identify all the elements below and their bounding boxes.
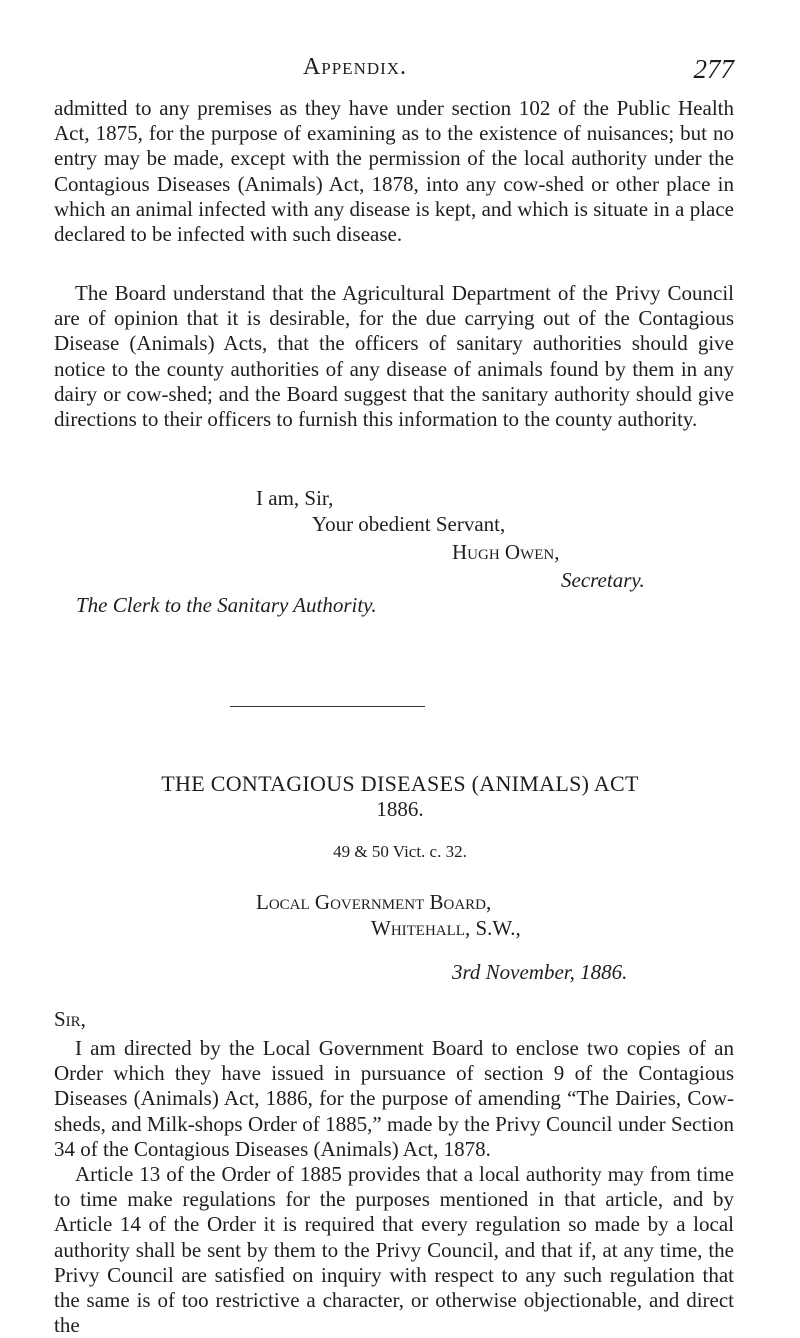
letter2-date: 3rd November, 1886. (452, 960, 628, 984)
letter1-paragraph1-text: admitted to any premises as they have under section 102 of the Public Health Act, 1875, for the purpose of examining as to the existence of nuisances; but no entry may be made, except with the permission of the local authority under the Contagious Diseases (Animals) Act, 1878, into any cow-shed or other place in which an animal infected with any disease is kept, and which is situate in a place declared to be infected with such disease. (54, 96, 734, 247)
letter1-paragraph (54, 281, 734, 432)
letter1-signatory-title: Secretary. (561, 568, 645, 592)
letter1-addressee: The Clerk to the Sanitary Authority. (76, 593, 377, 617)
letter2-sender-address: Whitehall, S.W., (371, 916, 521, 940)
page-number: 277 (693, 54, 734, 84)
letter2-paragraph1-text: I am directed by the Local Government Board to enclose two copies of an Order which they have issued in pursuance of section 9 of the Contagious Diseases (Animals) Act, 1886, for the purpose of amending “The Dairies, Cow-sheds, and Milk-shops Order of 1885,” made by the Privy Council under Section 34 of the Contagious Diseases (Animals) Act, 1878. (54, 1036, 734, 1161)
letter1-closing: I am, Sir, (256, 486, 334, 510)
act-year: 1886. (376, 797, 424, 821)
letter1-paragraph-continued (54, 96, 734, 247)
letter2-salutation: Sir, (54, 1007, 86, 1031)
letter2-paragraph (54, 1162, 734, 1338)
section-divider (230, 706, 425, 707)
letter1-obedient-servant: Your obedient Servant, (312, 512, 506, 536)
running-head: Appendix. (302, 54, 408, 80)
letter1-paragraph2-text: The Board understand that the Agricultural Department of the Privy Council are of opinion that it is desirable, for the due carrying out of the Contagious Disease (Animals) Acts, that the officers of sanitary authorities should give notice to the county authorities of any disease of animals found by them in any dairy or cow-shed; and the Board suggest that the sanitary authority should give directions to their officers to furnish this information to the county authority. (54, 281, 734, 432)
page-header (0, 54, 800, 84)
letter1-signatory: Hugh Owen, (452, 540, 560, 564)
letter2-paragraph (54, 1036, 734, 1162)
act-citation: 49 & 50 Vict. c. 32. (333, 842, 467, 861)
letter2-paragraph2-text: Article 13 of the Order of 1885 provides that a local authority may from time to time make regulations for the purposes mentioned in that article, and by Article 14 of the Order it is required that every regulation so made by a local authority shall be sent by them to the Privy Council, and that if, at any time, the Privy Council are satisfied on inquiry with respect to any such regulation that the same is of too restrictive a character, or otherwise objectionable, and direct the (54, 1162, 734, 1338)
letter2-sender: Local Government Board, (256, 890, 492, 914)
act-title: THE CONTAGIOUS DISEASES (ANIMALS) ACT (161, 771, 639, 796)
